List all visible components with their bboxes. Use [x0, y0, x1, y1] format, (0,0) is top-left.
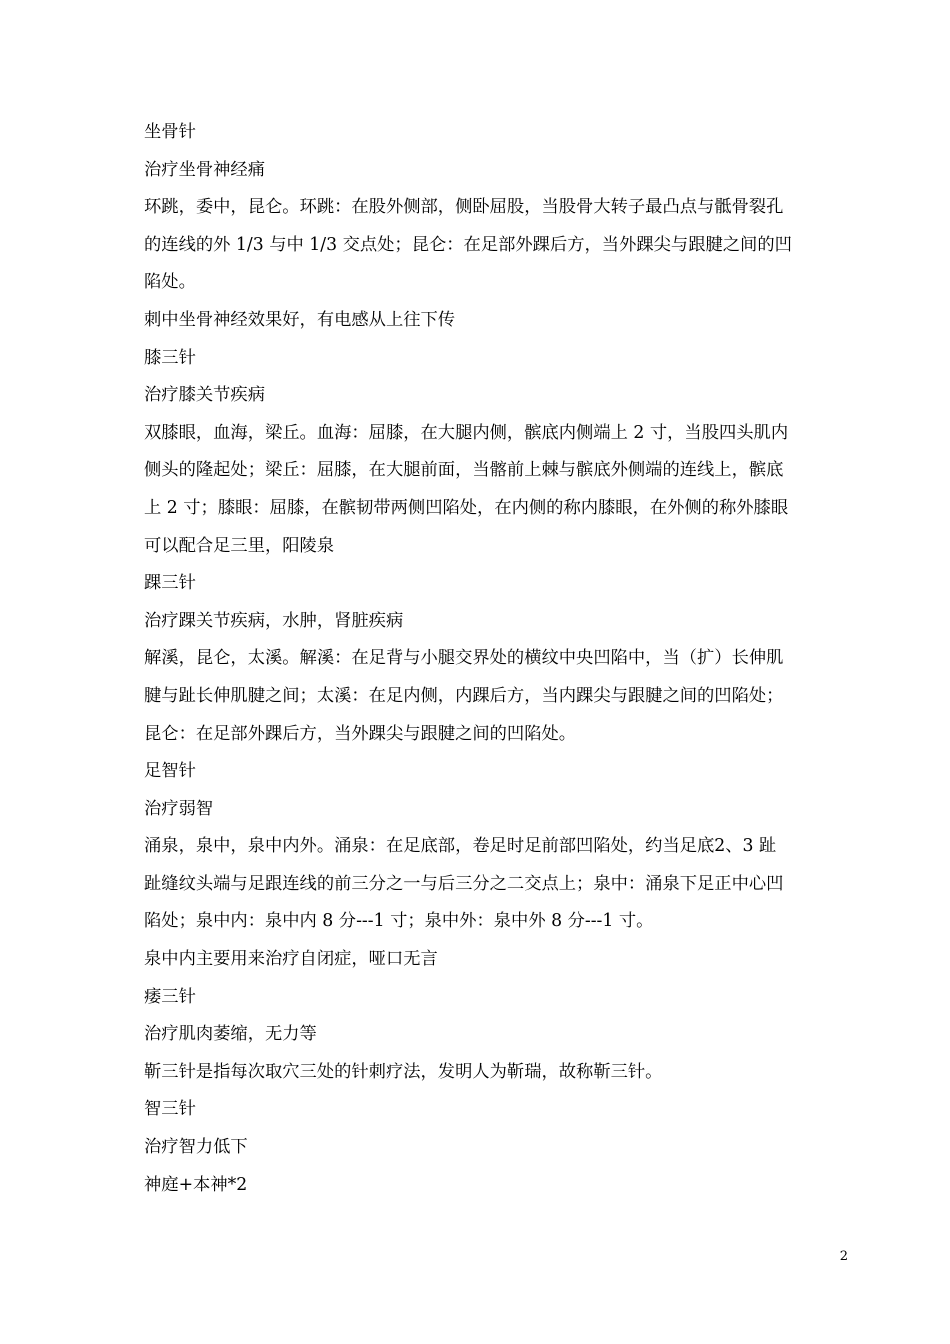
note-line: 靳三针是指每次取穴三处的针刺疗法，发明人为靳瑞，故称靳三针。 [144, 1061, 663, 1082]
note-line: 泉中内主要用来治疗自闭症，哑口无言 [144, 949, 438, 970]
paragraph-line: 环跳，委中，昆仑。环跳：在股外侧部，侧卧屈股，当股骨大转子最凸点与骶骨裂孔 [144, 197, 784, 218]
paragraph-line: 神庭+本神*2 [144, 1174, 248, 1195]
paragraph-line: 陷处。 [144, 272, 196, 293]
indication-line: 治疗肌肉萎缩，无力等 [144, 1024, 317, 1045]
paragraph-line: 腱与趾长伸肌腱之间；太溪：在足内侧，内踝后方，当内踝尖与跟腱之间的凹陷处； [144, 685, 784, 706]
indication-line: 治疗踝关节疾病，水肿，肾脏疾病 [144, 610, 404, 631]
paragraph-line: 的连线的外 1/3 与中 1/3 交点处；昆仑：在足部外踝后方，当外踝尖与跟腱之间的凹 [144, 234, 792, 255]
paragraph-line: 涌泉，泉中，泉中内外。涌泉：在足底部，卷足时足前部凹陷处，约当足底2、3 趾 [144, 836, 777, 857]
indication-line: 治疗坐骨神经痛 [144, 159, 265, 180]
indication-line: 治疗膝关节疾病 [144, 385, 265, 406]
indication-line: 治疗智力低下 [144, 1137, 248, 1158]
paragraph-line: 陷处；泉中内：泉中内 8 分---1 寸；泉中外：泉中外 8 分---1 寸。 [144, 911, 654, 932]
section-title-zuogu: 坐骨针 [144, 122, 196, 142]
note-line: 刺中坐骨神经效果好，有电感从上往下传 [144, 309, 456, 330]
section-title-huai: 踝三针 [144, 573, 196, 594]
section-title-zhi: 智三针 [144, 1099, 196, 1120]
indication-line: 治疗弱智 [144, 798, 214, 819]
section-title-zuzhi: 足智针 [144, 761, 196, 782]
paragraph-line: 双膝眼，血海，梁丘。血海：屈膝，在大腿内侧，髌底内侧端上 2 寸，当股四头肌内 [144, 422, 789, 443]
page-number: 2 [839, 1249, 848, 1264]
paragraph-line: 上 2 寸；膝眼：屈膝，在髌韧带两侧凹陷处，在内侧的称内膝眼，在外侧的称外膝眼 [144, 497, 789, 518]
section-title-wei: 痿三针 [144, 986, 196, 1007]
document-body [144, 114, 850, 1204]
note-line: 可以配合足三里，阳陵泉 [144, 535, 335, 556]
section-title-xi: 膝三针 [144, 347, 196, 368]
paragraph-line: 侧头的隆起处；梁丘：屈膝，在大腿前面，当髂前上棘与髌底外侧端的连线上，髌底 [144, 460, 784, 481]
paragraph-line: 解溪，昆仑，太溪。解溪：在足背与小腿交界处的横纹中央凹陷中，当（扩）长伸肌 [144, 648, 784, 669]
paragraph-line: 趾缝纹头端与足跟连线的前三分之一与后三分之二交点上；泉中：涌泉下足正中心凹 [144, 873, 784, 894]
paragraph-line: 昆仑：在足部外踝后方，当外踝尖与跟腱之间的凹陷处。 [144, 723, 577, 744]
